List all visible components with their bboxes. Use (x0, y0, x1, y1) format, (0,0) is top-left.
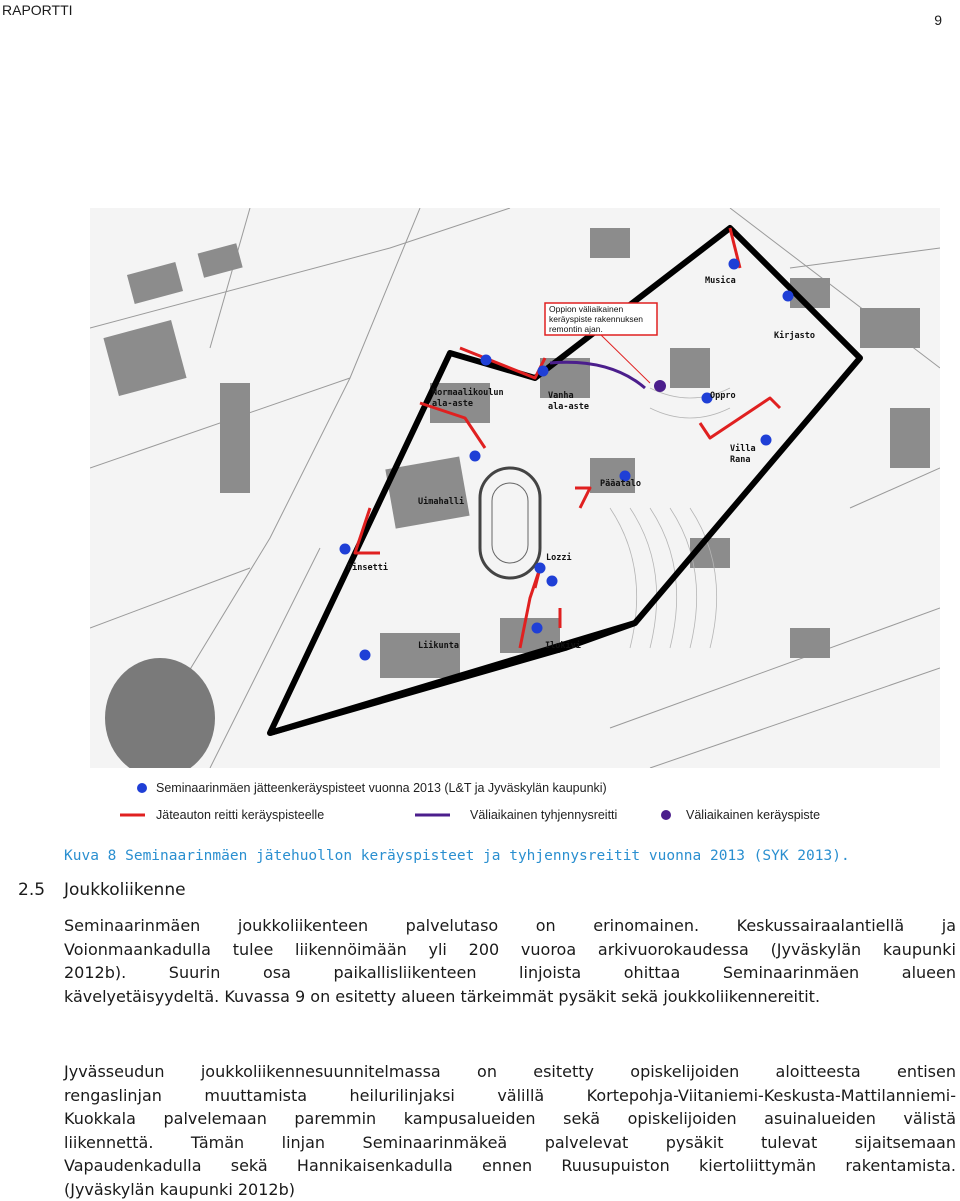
paragraph-2-line: (Jyväskylän kaupunki 2012b) (64, 1178, 956, 1201)
legend-purple-dot-label: Väliaikainen keräyspiste (686, 808, 820, 822)
paragraph-2-line: Jyväs​seudun joukkoliikennesuunnitelmassa on esitetty opiskelijoiden aloitteesta entisen (64, 1060, 956, 1084)
paragraph-2-line: rengaslinjan muuttamista heilurilinjaksi välillä Kortepohja-Viitaniemi-Keskusta-Mattilanniemi- (64, 1084, 956, 1108)
page-number: 9 (934, 12, 942, 28)
label-ilokivi: Ilokivi (545, 640, 581, 651)
figure-caption: Kuva 8 Seminaarinmäen jätehuollon keräyspisteet ja tyhjennysreitit vuonna 2013 (SYK 2013). (64, 848, 944, 864)
paragraph-2-line: Kuokkala palvelemaan paremmin kampusalueiden sekä opiskelijoiden asuinalueiden välistä (64, 1107, 956, 1131)
label-villa: Villa (730, 443, 756, 454)
lake (105, 658, 215, 778)
label-rana: Rana (730, 455, 750, 465)
legend-blue-dot-icon (137, 783, 147, 793)
paragraph-2 (64, 1060, 956, 1201)
legend-purple-dot-icon (661, 810, 671, 820)
label-lozzi: Lozzi (546, 552, 572, 563)
label-musica: Musica (705, 275, 736, 286)
label-liikunta: Liikunta (418, 640, 459, 651)
label-ala-aste: ala-aste (432, 399, 473, 409)
note-line-1: Oppion väliaikainen (549, 304, 623, 314)
paragraph-1-line: kävelyetäisyydeltä. Kuvassa 9 on esitetty alueen tärkeimmät pysäkit sekä joukkoliikennereitit. (64, 985, 956, 1009)
note-line-2: keräyspiste rakennuksen (549, 314, 643, 324)
legend-red-route-label: Jäteauton reitti keräyspisteelle (156, 808, 324, 822)
legend-purple-route-label: Väliaikainen tyhjennysreitti (470, 808, 617, 822)
temporary-collection-point-marker (654, 380, 666, 392)
paragraph-2-line: Vapaudenkadulla sekä Hannikaisenkadulla ennen Ruusupuiston kiertoliittymän rakentamista. (64, 1154, 956, 1178)
header-left: RAPORTTI (2, 2, 73, 18)
paragraph-1-line: Seminaarinmäen joukkoliikenteen palvelutaso on erinomainen. Keskussairaalantiellä ja (64, 914, 956, 938)
label-oppro: Oppro (710, 391, 736, 401)
map-svg (90, 208, 940, 828)
label-vanha-ala-aste: ala-aste (548, 402, 589, 412)
waste-collection-map (90, 208, 940, 828)
label-uimahalli: Uimahalli (418, 496, 464, 507)
label-pinsetti: Pinsetti (347, 562, 388, 573)
paragraph-1-line: Voionmaankadulla tulee liikennöimään yli 200 vuoroa arkivuorokaudessa (Jyväskylän kaupunki (64, 938, 956, 962)
label-paaatalo: Pääatalo (600, 479, 641, 489)
paragraph-1 (64, 914, 956, 1008)
paragraph-2-line: liikennettä. Tämän linjan Seminaarinmäkeä palvelevat pysäkit tulevat sijaitsemaan (64, 1131, 956, 1155)
label-normaalikoulun: Normaalikoulun (432, 387, 504, 398)
label-vanha: Vanha (548, 391, 574, 401)
legend-blue-dot-label: Seminaarinmäen jätteenkeräyspisteet vuonna 2013 (L&T ja Jyväskylän kaupunki) (156, 781, 607, 795)
paragraph-1-line: 2012b). Suurin osa paikallisliikenteen linjoista ohittaa Seminaarinmäen alueen (64, 961, 956, 985)
note-line-3: remontin ajan. (549, 324, 603, 334)
label-kirjasto: Kirjasto (774, 330, 815, 341)
section-number: 2.5 (18, 880, 45, 900)
section-title: Joukkoliikenne (64, 880, 186, 900)
